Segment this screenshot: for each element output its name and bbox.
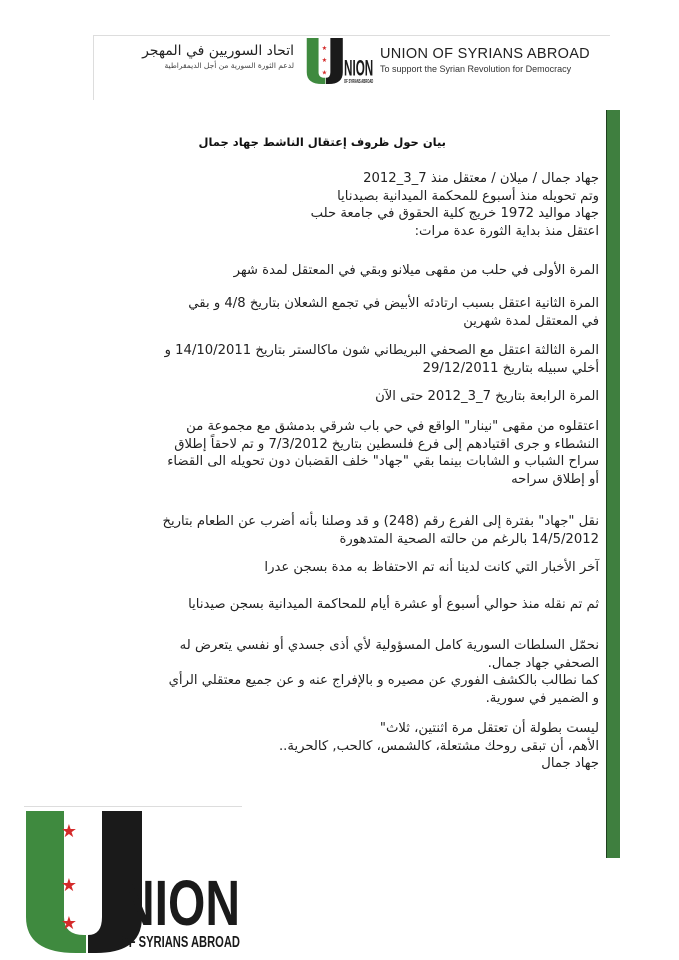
- text-line: ثم تم نقله منذ حوالي أسبوع أو عشرة أيام للمحاكمة الميدانية بسجن صيدنايا: [188, 597, 599, 612]
- arabic-org-tagline: لدعم الثورة السورية من أجل الديمقراطية: [164, 61, 294, 70]
- text-line: نحمّل السلطات السورية كامل المسؤولية لأي أذى جسدي أو نفسي يتعرض له: [179, 638, 599, 653]
- english-org-name: UNION OF SYRIANS ABROAD: [380, 46, 590, 62]
- text-line: المرة الأولى في حلب من مقهى ميلانو وبقي في المعتقل لمدة شهر: [233, 263, 599, 278]
- text-line: أخلي سبيله بتاريخ 29/12/2011: [422, 360, 599, 376]
- star-icon: ★: [60, 821, 78, 842]
- arrest-second-paragraph: [96, 295, 599, 330]
- text-line: و الضمير في سورية.: [485, 690, 599, 706]
- text-line: في المعتقل لمدة شهرين: [463, 313, 599, 329]
- text-line: جهاد جمال: [541, 756, 599, 771]
- logo-word: NION: [344, 55, 374, 81]
- star-icon: ★: [60, 875, 78, 896]
- text-line: أو إطلاق سراحه: [511, 471, 599, 487]
- text-line: جهاد مواليد 1972 خريج كلية الحقوق في جامعة حلب: [310, 206, 599, 221]
- star-icon: ★: [321, 57, 328, 65]
- star-icon: ★: [321, 69, 328, 77]
- green-side-bar: [606, 110, 620, 858]
- text-line: المرة الثانية اعتقل بسبب ارتادئه الأبيض في تجمع الشعلان بتاريخ 4/8 و بقي: [188, 296, 599, 311]
- english-org-tagline: To support the Syrian Revolution for Democracy: [380, 64, 572, 74]
- letterhead: [93, 35, 610, 100]
- text-line: الصحفي جهاد جمال.: [487, 655, 599, 671]
- quote-paragraph: [96, 720, 599, 773]
- letterhead-english: [380, 46, 590, 74]
- text-line: النشطاء و جرى اقتيادهم إلى فرع فلسطين بتاريخ 7/3/2012 و تم لاحقاً إطلاق: [174, 436, 599, 452]
- latest-news-paragraph: [96, 559, 599, 577]
- text-line: اعتقلوه من مقهى "نينار" الواقع في حي باب شرقي بدمشق مع مجموعة من: [186, 419, 599, 434]
- star-icon: ★: [321, 44, 328, 52]
- text-line: اعتقل منذ بداية الثورة عدة مرات:: [414, 223, 599, 239]
- union-logo-large: [24, 806, 242, 955]
- demands-paragraph: [96, 637, 599, 707]
- arrest-fourth-paragraph: [96, 388, 599, 406]
- text-line: كما نطالب بالكشف الفوري عن مصيره و بالإفراج عنه و عن جميع معتقلي الرأي: [168, 673, 599, 688]
- text-line: 14/5/2012 بالرغم من حالته الصحية المتدهورة: [339, 531, 599, 547]
- letterhead-arabic: [94, 43, 294, 70]
- intro-paragraph: [96, 170, 599, 240]
- arrest-fourth-details: [96, 418, 599, 488]
- text-line: وتم تحويله منذ أسبوع للمحكمة الميدانية بصيدنايا: [337, 188, 599, 204]
- court-paragraph: [96, 596, 599, 614]
- star-icon: ★: [60, 913, 78, 934]
- logo-word: NION: [120, 867, 240, 939]
- logo-u-black: [326, 38, 343, 84]
- logo-subtext: OF SYRIANS ABROAD: [344, 79, 374, 86]
- transfer-paragraph: [96, 513, 599, 548]
- text-line: سراح الشباب و الشابات بينما بقي "جهاد" خلف القضبان دون تحويله الى القضاء: [167, 454, 599, 469]
- text-line: ليست بطولة أن تعتقل مرة اثنتين، ثلاث": [379, 721, 599, 736]
- text-line: جهاد جمال / ميلان / معتقل منذ 7_3_2012: [363, 171, 599, 186]
- document-title: بيان حول ظروف إعتقال الناشط جهاد جمال: [198, 135, 446, 149]
- text-line: المرة الثالثة اعتقل مع الصحفي البريطاني شون ماكالستر بتاريخ 14/10/2011 و: [164, 343, 599, 358]
- text-line: آخر الأخبار التي كانت لدينا أنه تم الاحتفاظ به مدة بسجن عدرا: [264, 560, 599, 575]
- arrest-third-paragraph: [96, 342, 599, 377]
- text-line: الأهم، أن تبقى روحك مشتعلة، كالشمس، كالحب, كالحرية..: [278, 738, 599, 754]
- arabic-org-name: اتحاد السوريين في المهجر: [142, 43, 294, 59]
- union-logo-small: [306, 38, 374, 84]
- arrest-first-paragraph: [96, 262, 599, 280]
- text-line: المرة الرابعة بتاريخ 7_3_2012 حتى الآن: [375, 389, 599, 404]
- text-line: نقل "جهاد" بفترة إلى الفرع رقم (248) و قد وصلنا بأنه أضرب عن الطعام بتاريخ: [162, 514, 599, 529]
- logo-subtext: OF SYRIANS ABROAD: [120, 934, 240, 951]
